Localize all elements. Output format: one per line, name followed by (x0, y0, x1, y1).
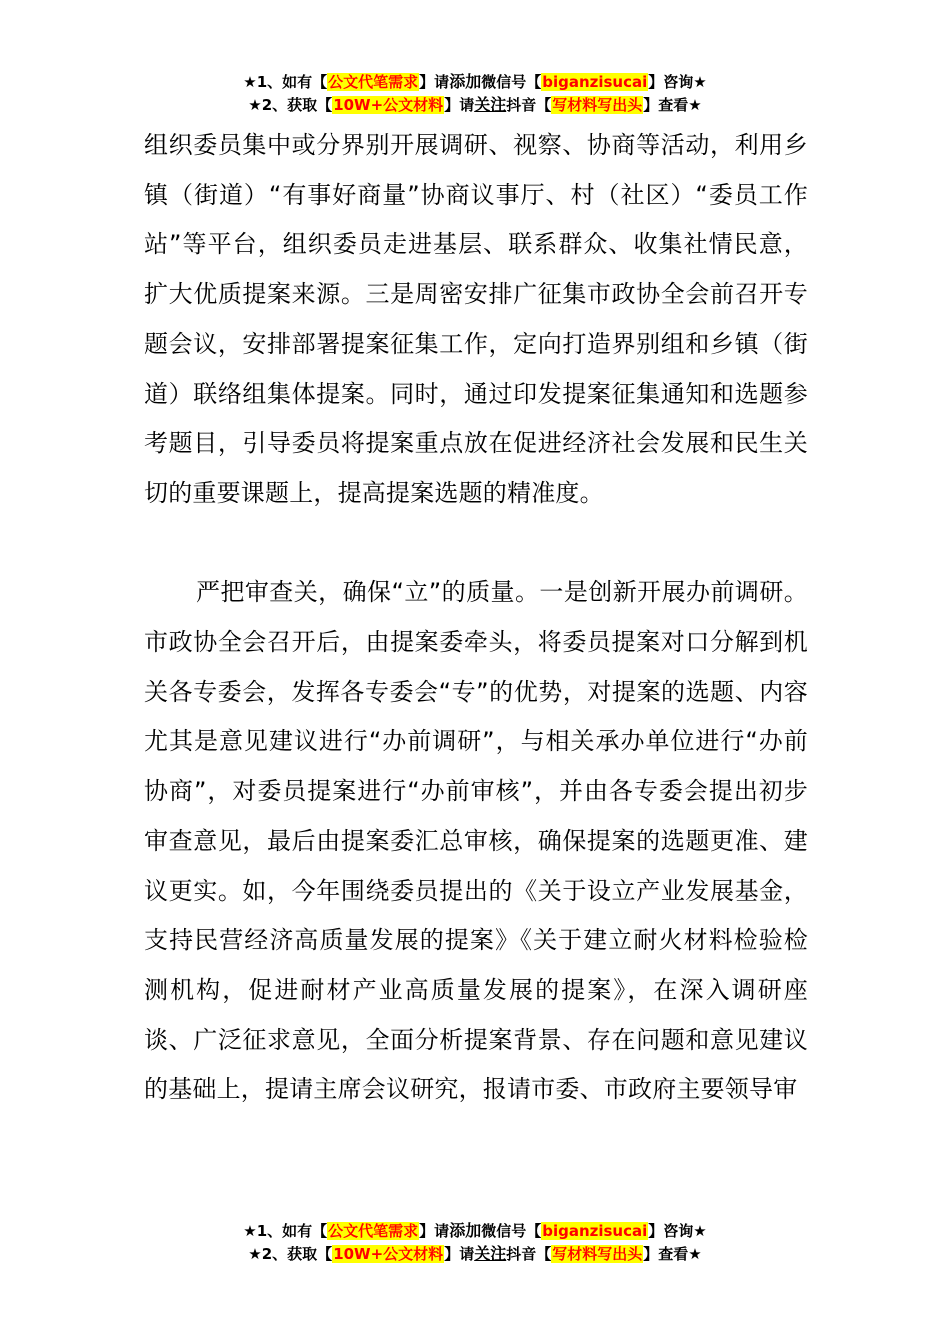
banner-line-2-highlight-douyin: 写材料写出头 (552, 96, 643, 114)
footer-line-1-mid2: 微信号【 (481, 1222, 542, 1240)
banner-line-1-highlight-service: 公文代笔需求 (328, 73, 419, 91)
footer-line-2-emphasis: 关注 (474, 1244, 507, 1263)
banner-line-2-suffix: 】查看★ (643, 96, 702, 114)
paragraph-spacer (144, 519, 808, 569)
banner-line-1-emphasis: 添加 (449, 72, 482, 91)
footer-line-2-highlight-douyin: 写材料写出头 (552, 1245, 643, 1263)
banner-line-2-emphasis: 关注 (474, 95, 507, 114)
banner-line-2-mid: 】请 (444, 96, 475, 114)
body-paragraph-2: 严把审查关，确保“立”的质量。一是创新开展办前调研。市政协全会召开后，由提案委牵头，将委员提案对口分解到机关各专委会，发挥各专委会“专”的优势，对提案的选题、内容尤其是意见建议进行“办前调研”，与相关承办单位进行“办前协商”，对委员提案进行“办前审核”，并由各专委会提出初步审查意见，最后由提案委汇总审核，确保提案的选题更准、建议更实。如，今年围绕委员提出的《关于设立产业发展基金，支持民营经济高质量发展的提案》《关于建立耐火材料检验检测机构，促进耐材产业高质量发展的提案》，在深入调研座谈、广泛征求意见，全面分析提案背景、存在问题和意见建议的基础上，提请主席会议研究，报请市委、市政府主要领导审 (144, 578, 808, 1104)
banner-line-1-suffix: 】咨询★ (648, 73, 707, 91)
footer-line-1-emphasis: 添加 (449, 1221, 482, 1240)
body-paragraph-1: 组织委员集中或分界别开展调研、视察、协商等活动，利用乡镇（街道）“有事好商量”协商议事厅、村（社区）“委员工作站”等平台，组织委员走进基层、联系群众、收集社情民意，扩大优质提案来源。三是周密安排广征集市政协全会前召开专题会议，安排部署提案征集工作，定向打造界别组和乡镇（街道）联络组集体提案。同时，通过印发提案征集通知和选题参考题目，引导委员将提案重点放在促进经济社会发展和民生关切的重要课题上，提高提案选题的精准度。 (144, 131, 808, 507)
footer-line-1-suffix: 】咨询★ (648, 1222, 707, 1240)
footer-line-2-suffix: 】查看★ (643, 1245, 702, 1263)
banner-line-2-prefix: ★2、获取【 (248, 96, 333, 114)
banner-line-1-mid2: 微信号【 (481, 73, 542, 91)
footer-line-1-highlight-service: 公文代笔需求 (328, 1222, 419, 1240)
footer-line-2-mid2: 抖音【 (506, 1245, 552, 1263)
footer-line-2 (0, 1242, 950, 1265)
footer-banner (0, 1219, 950, 1265)
footer-line-1-prefix: ★1、如有【 (243, 1222, 328, 1240)
banner-line-1-mid: 】请 (419, 73, 450, 91)
footer-line-2-prefix: ★2、获取【 (248, 1245, 333, 1263)
banner-line-1-prefix: ★1、如有【 (243, 73, 328, 91)
document-body (144, 121, 808, 1115)
footer-line-2-highlight-materials: 10W+公文材料 (333, 1245, 444, 1263)
banner-line-1-highlight-wechat: biganzisucai (542, 73, 648, 91)
footer-line-1 (0, 1219, 950, 1242)
banner-line-2 (0, 93, 950, 116)
banner-line-2-highlight-materials: 10W+公文材料 (333, 96, 444, 114)
footer-line-2-mid: 】请 (444, 1245, 475, 1263)
banner-line-2-mid2: 抖音【 (506, 96, 552, 114)
footer-line-1-highlight-wechat: biganzisucai (542, 1222, 648, 1240)
header-banner (0, 70, 950, 116)
footer-line-1-mid: 】请 (419, 1222, 450, 1240)
banner-line-1 (0, 70, 950, 93)
